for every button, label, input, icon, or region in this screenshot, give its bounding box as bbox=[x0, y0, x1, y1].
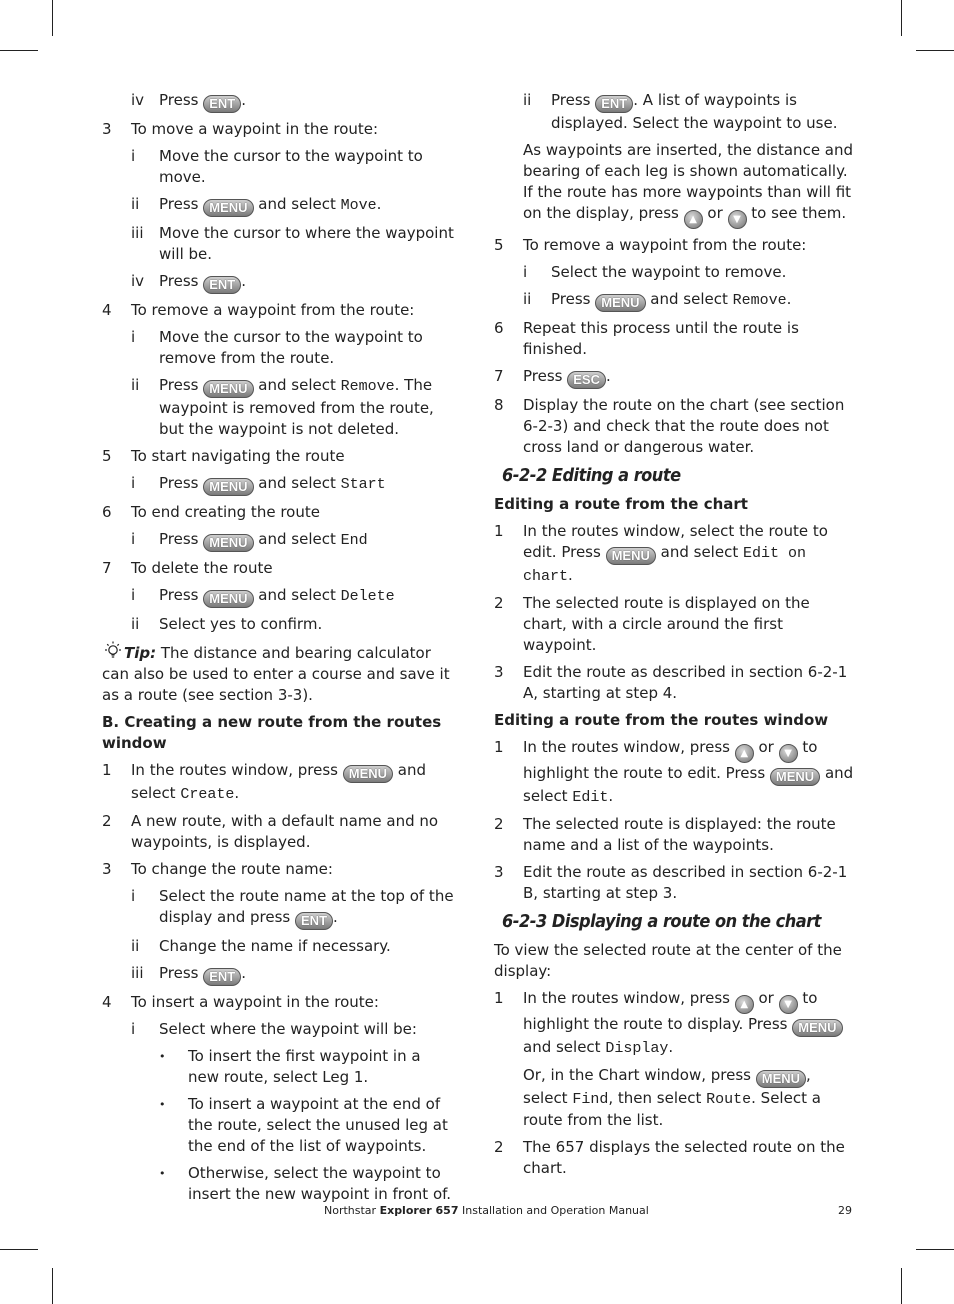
list-item: i Select where the waypoint will be: bbox=[131, 1020, 417, 1038]
list-item: i Press MENU and select Start bbox=[131, 474, 386, 494]
crop-mark bbox=[52, 1268, 53, 1304]
list-item: ii Select yes to confirm. bbox=[131, 615, 323, 633]
paragraph: To view the selected route at the center of the display: bbox=[494, 941, 842, 980]
right-column bbox=[494, 90, 856, 1185]
list-item: 3 To change the route name: bbox=[102, 860, 333, 878]
bullet-item: • To insert a waypoint at the end of the route, select the unused leg at the end of the list of waypoints. bbox=[159, 1095, 448, 1155]
list-item: 7 To delete the route bbox=[102, 559, 273, 577]
down-arrow-button-icon: ▼ bbox=[779, 995, 798, 1014]
list-item: 3 Edit the route as described in section 6-2-1 A, starting at step 4. bbox=[494, 663, 848, 702]
list-item: i Press MENU and select End bbox=[131, 530, 368, 550]
ent-button-icon: ENT bbox=[203, 276, 241, 294]
list-item: 2 The 657 displays the selected route on the chart. bbox=[494, 1138, 845, 1177]
list-item: i Select the waypoint to remove. bbox=[523, 263, 787, 281]
list-item: 2 The selected route is displayed: the route name and a list of the waypoints. bbox=[494, 815, 836, 854]
list-item: iii Press ENT . bbox=[131, 964, 247, 984]
page-number: 29 bbox=[838, 1204, 852, 1217]
section-subheading: B. Creating a new route from the routes window bbox=[102, 713, 442, 752]
down-arrow-button-icon: ▼ bbox=[779, 744, 798, 763]
list-item: iv Press ENT . bbox=[131, 91, 247, 111]
menu-button-icon: MENU bbox=[606, 547, 656, 565]
ent-button-icon: ENT bbox=[203, 968, 241, 986]
paragraph: Or, in the Chart window, press MENU , select Find, then select Route. Select a route from the list. bbox=[523, 1066, 821, 1129]
up-arrow-button-icon: ▲ bbox=[684, 210, 703, 229]
list-item: i Move the cursor to the waypoint to move. bbox=[131, 147, 423, 186]
section-subheading: Editing a route from the routes window bbox=[494, 711, 829, 729]
footer-title: Northstar Explorer 657 Installation and Operation Manual bbox=[324, 1204, 649, 1217]
menu-button-icon: MENU bbox=[203, 199, 253, 217]
list-item: 2 A new route, with a default name and no waypoints, is displayed. bbox=[102, 812, 439, 851]
crop-mark bbox=[52, 0, 53, 36]
list-item: 4 To remove a waypoint from the route: bbox=[102, 301, 415, 319]
list-item: i Press MENU and select Delete bbox=[131, 586, 395, 606]
section-heading: 6-2-3 Displaying a route on the chart bbox=[502, 911, 821, 932]
menu-button-icon: MENU bbox=[203, 590, 253, 608]
list-item: 5 To start navigating the route bbox=[102, 447, 345, 465]
list-item: 1 In the routes window, press MENU and select Create. bbox=[102, 761, 427, 803]
up-arrow-button-icon: ▲ bbox=[735, 995, 754, 1014]
list-item: 6 To end creating the route bbox=[102, 503, 320, 521]
list-item: 6 Repeat this process until the route is finished. bbox=[494, 319, 799, 358]
list-item: 1 In the routes window, press ▲ or ▼ to highlight the route to edit. Press MENU and select Edit. bbox=[494, 738, 854, 806]
crop-mark bbox=[916, 1249, 954, 1250]
menu-button-icon: MENU bbox=[203, 534, 253, 552]
up-arrow-button-icon: ▲ bbox=[735, 744, 754, 763]
crop-mark bbox=[0, 1249, 38, 1250]
section-subheading: Editing a route from the chart bbox=[494, 495, 748, 513]
crop-mark bbox=[916, 50, 954, 51]
list-item: 8 Display the route on the chart (see section 6-2-3) and check that the route does not cross land or dangerous water. bbox=[494, 396, 845, 456]
menu-button-icon: MENU bbox=[756, 1070, 806, 1088]
list-item: iv Press ENT . bbox=[131, 272, 247, 292]
menu-button-icon: MENU bbox=[203, 478, 253, 496]
list-item: 1 In the routes window, select the route to edit. Press MENU and select Edit on chart. bbox=[494, 522, 828, 585]
list-item: 7 Press ESC . bbox=[494, 367, 611, 387]
section-heading: 6-2-2 Editing a route bbox=[502, 465, 681, 486]
list-item: i Move the cursor to the waypoint to remove from the route. bbox=[131, 328, 423, 367]
list-item: 3 To move a waypoint in the route: bbox=[102, 120, 379, 138]
menu-button-icon: MENU bbox=[595, 294, 645, 312]
list-item: 5 To remove a waypoint from the route: bbox=[494, 236, 807, 254]
list-item: ii Press MENU and select Move. bbox=[131, 195, 382, 215]
paragraph: As waypoints are inserted, the distance and bearing of each leg is shown automatically. If the route has more waypoints than will fit on the display, press ▲ or ▼ to see them. bbox=[494, 140, 856, 229]
list-item: ii Press ENT . A list of waypoints is displayed. Select the waypoint to use. bbox=[523, 91, 838, 132]
list-item: 1 In the routes window, press ▲ or ▼ to highlight the route to display. Press MENU and select Display. bbox=[494, 988, 856, 1059]
esc-button-icon: ESC bbox=[567, 371, 606, 389]
tip-note: Tip: The distance and bearing calculator can also be used to enter a course and save it as a route (see section 3-3). bbox=[102, 641, 454, 706]
left-column bbox=[102, 90, 454, 1211]
list-item: 2 The selected route is displayed on the chart, with a circle around the first waypoint. bbox=[494, 594, 810, 654]
list-item: 4 To insert a waypoint in the route: bbox=[102, 993, 379, 1011]
bullet-item: • To insert the first waypoint in a new route, select Leg 1. bbox=[159, 1047, 421, 1086]
menu-button-icon: MENU bbox=[770, 768, 820, 786]
list-item: ii Press MENU and select Remove. bbox=[523, 290, 792, 310]
bullet-item: • Otherwise, select the waypoint to insert the new waypoint in front of. bbox=[159, 1164, 452, 1203]
crop-mark bbox=[901, 0, 902, 36]
menu-button-icon: MENU bbox=[792, 1019, 842, 1037]
list-item: i Select the route name at the top of the display and press ENT . bbox=[131, 887, 454, 928]
list-item: ii Change the name if necessary. bbox=[131, 937, 391, 955]
ent-button-icon: ENT bbox=[203, 95, 241, 113]
ent-button-icon: ENT bbox=[295, 912, 333, 930]
down-arrow-button-icon: ▼ bbox=[728, 210, 747, 229]
ent-button-icon: ENT bbox=[595, 95, 633, 113]
list-item: ii Press MENU and select Remove. The waypoint is removed from the route, but the waypoint is not deleted. bbox=[131, 376, 434, 438]
crop-mark bbox=[0, 50, 38, 51]
list-item: 3 Edit the route as described in section 6-2-1 B, starting at step 3. bbox=[494, 863, 848, 902]
lightbulb-icon bbox=[102, 641, 124, 661]
menu-button-icon: MENU bbox=[343, 765, 393, 783]
crop-mark bbox=[901, 1268, 902, 1304]
list-item: iii Move the cursor to where the waypoint will be. bbox=[131, 224, 454, 263]
menu-button-icon: MENU bbox=[203, 380, 253, 398]
